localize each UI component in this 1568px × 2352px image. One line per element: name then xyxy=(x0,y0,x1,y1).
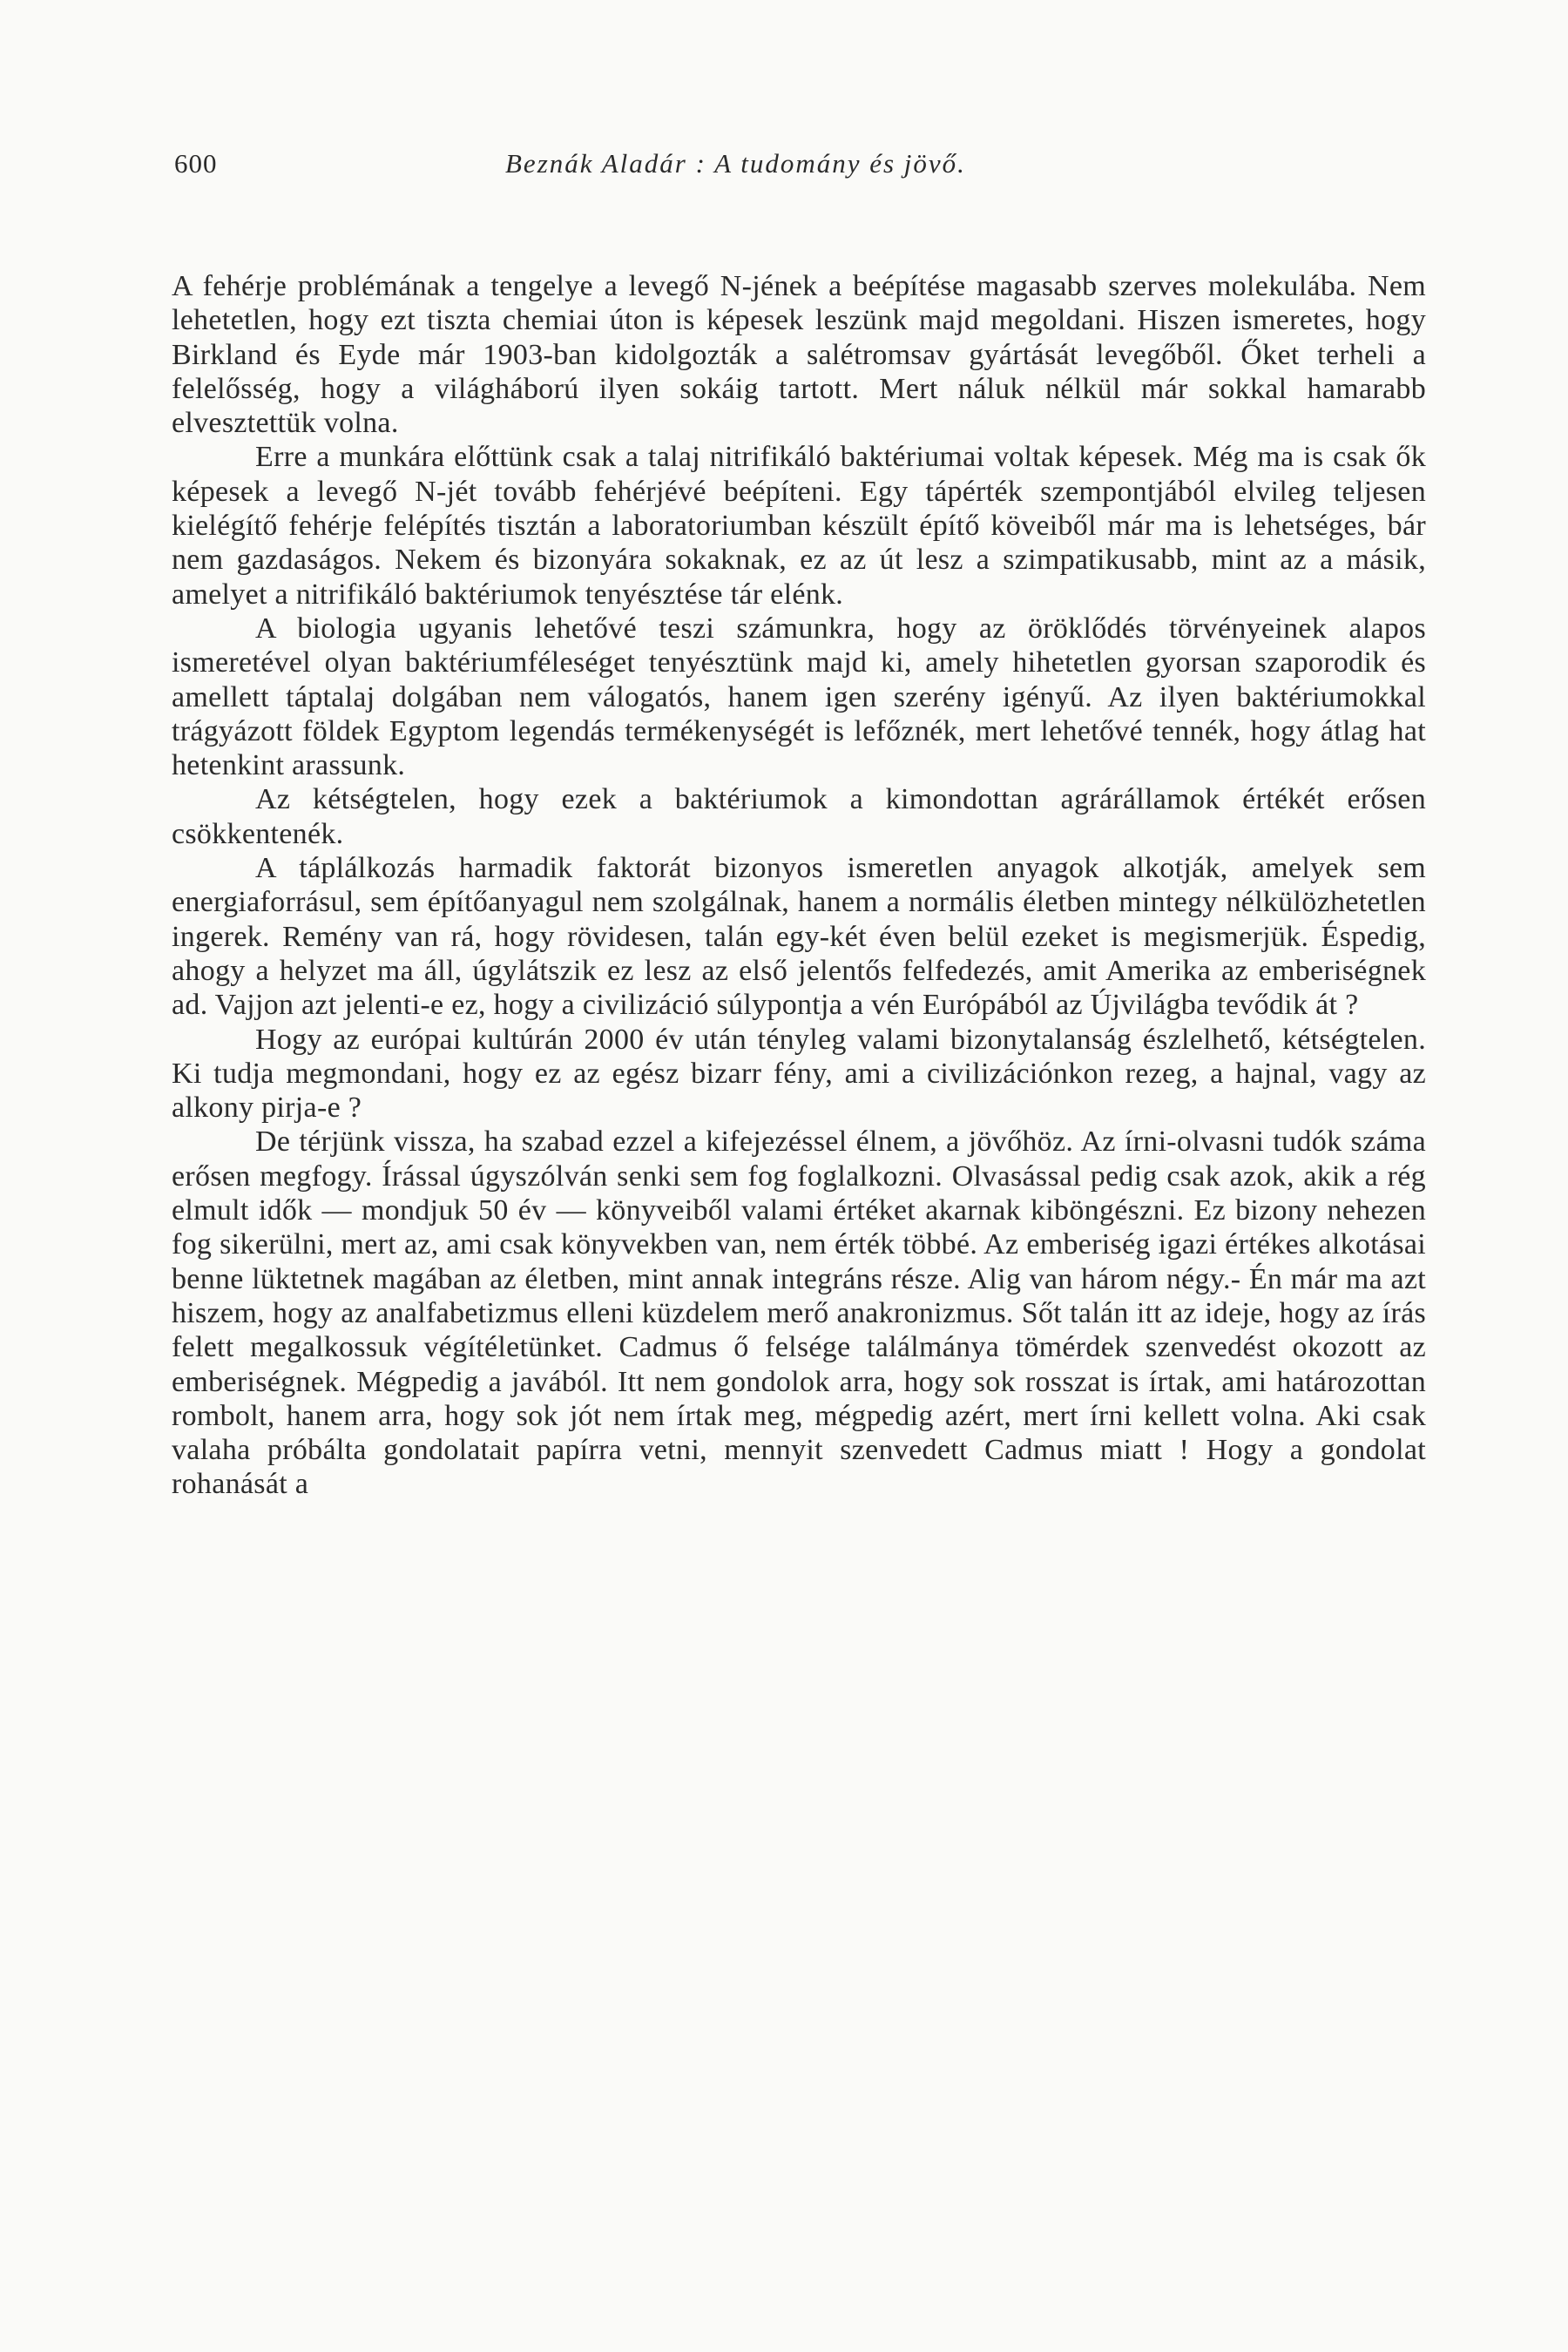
paragraph: Hogy az európai kultúrán 2000 év után tényleg valami bizonytalanság észlelhető, kétségtelen. Ki tudja megmondani, hogy ez az egész bizarr fény, ami a civilizációnkon rezeg, a hajnal, vagy az alkony pirja-e ? xyxy=(172,1023,1426,1125)
paragraph: Az kétségtelen, hogy ezek a baktériumok a kimondottan agrárállamok értékét erősen csökkentenék. xyxy=(172,783,1426,850)
paragraph: A biologia ugyanis lehetővé teszi számunkra, hogy az öröklődés törvényeinek alapos ismeretével olyan baktériumféleséget tenyésztünk majd ki, amely hihetetlen gyorsan szaporodik és amellett táptalaj dolgában nem válogatós, hanem igen szerény igényű. Az ilyen baktériumokkal trágyázott földek Egyptom legendás termékenységét is lefőznék, mert lehetővé tennék, hogy átlag hat hetenkint arassunk. xyxy=(172,612,1426,782)
body-text xyxy=(172,269,1426,1502)
paragraph: Erre a munkára előttünk csak a talaj nitrifikáló baktériumai voltak képesek. Még ma is csak ők képesek a levegő N-jét tovább fehérjévé beépíteni. Egy tápérték szempontjából elvileg teljesen kielégítő fehérje felépítés tisztán a laboratoriumban készült építő köveiből már ma is lehetséges, bár nem gazdaságos. Nekem és bizonyára sokaknak, ez az út lesz a szimpatikusabb, mint az a másik, amelyet a nitrifikáló baktériumok tenyésztése tár elénk. xyxy=(172,441,1426,611)
page-header xyxy=(174,148,1429,192)
paragraph: De térjünk vissza, ha szabad ezzel a kifejezéssel élnem, a jövőhöz. Az írni-olvasni tudók száma erősen megfogy. Írással úgyszólván senki sem fog foglalkozni. Olvasással pedig csak azok, akik a rég elmult idők — mondjuk 50 év — könyveiből valami értéket akarnak kiböngészni. Ez bizony nehezen fog sikerülni, mert az, ami csak könyvekben van, nem érték többé. Az emberiség igazi értékes alkotásai benne lüktetnek magában az életben, mint annak integráns része. Alig van három négy.- Én már ma azt hiszem, hogy az analfabetizmus elleni küzdelem merő anakronizmus. Sőt talán itt az ideje, hogy az írás felett megalkossuk végítéletünket. Cadmus ő felsége találmánya tömérdek szenvedést okozott az emberiségnek. Mégpedig a javából. Itt nem gondolok arra, hogy sok rosszat is írtak, ami határozottan rombolt, hanem arra, hogy sok jót nem írtak meg, mégpedig azért, mert írni kellett volna. Aki csak valaha próbálta gondolatait papírra vetni, mennyit szenvedett Cadmus miatt ! Hogy a gondolat rohanását a xyxy=(172,1125,1426,1501)
paragraph: A fehérje problémának a tengelye a levegő N-jének a beépítése magasabb szerves molekulába. Nem lehetetlen, hogy ezt tiszta chemiai úton is képesek leszünk majd megoldani. Hiszen ismeretes, hogy Birkland és Eyde már 1903-ban kidolgozták a salétromsav gyártását levegőből. Őket terheli a felelősség, hogy a világháború ilyen sokáig tartott. Mert náluk nélkül már sokkal hamarabb elvesztettük volna. xyxy=(172,270,1426,440)
running-head: Beznák Aladár : A tudomány és jövő. xyxy=(505,148,966,179)
page-number: 600 xyxy=(174,148,218,179)
paragraph: A táplálkozás harmadik faktorát bizonyos ismeretlen anyagok alkotják, amelyek sem energiaforrásul, sem építőanyagul nem szolgálnak, hanem a normális életben mintegy nélkülözhetetlen ingerek. Remény van rá, hogy rövidesen, talán egy-két éven belül ezeket is megismerjük. Éspedig, ahogy a helyzet ma áll, úgylátszik ez lesz az első jelentős felfedezés, amit Amerika az emberiségnek ad. Vajjon azt jelenti-e ez, hogy a civilizáció súlypontja a vén Európából az Újvilágba tevődik át ? xyxy=(172,852,1426,1022)
